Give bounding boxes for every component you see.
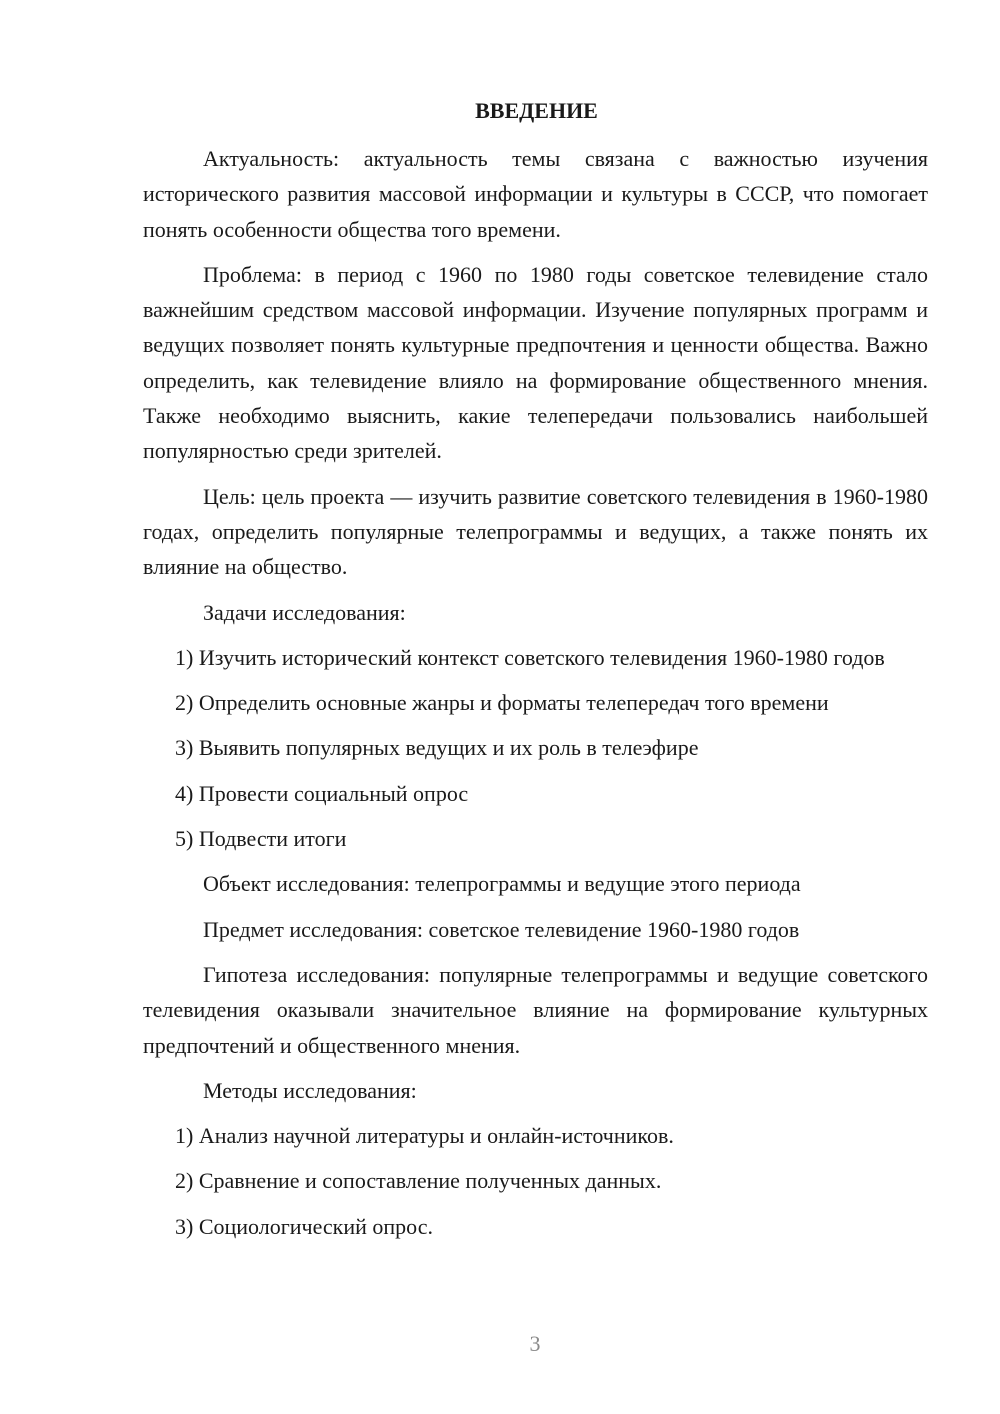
hypothesis-paragraph: Гипотеза исследования: популярные телепрограммы и ведущие советского телевидения оказывали значительное влияние на формирование культурных предпочтений и общественного мнения. xyxy=(143,961,928,1058)
relevance-paragraph: Актуальность: актуальность темы связана с важностью изучения исторического развития массовой информации и культуры в СССР, что помогает понять особенности общества того времени. xyxy=(143,146,928,242)
problem-paragraph: Проблема: в период с 1960 по 1980 годы советское телевидение стало важнейшим средством массовой информации. Изучение популярных программ и ведущих позволяет понять культурные предпочтения и ценности общества. Важно определить, как телевидение влияло на формирование общественного мнения. Также необходимо выяснить, какие телепередачи пользовались наибольшей популярностью среди зрителей. xyxy=(143,261,928,464)
task-item: 1) Изучить исторический контекст советского телевидения 1960-1980 годов xyxy=(175,644,885,670)
tasks-heading: Задачи исследования: xyxy=(203,599,406,625)
method-item: 2) Сравнение и сопоставление полученных данных. xyxy=(175,1168,662,1194)
methods-heading: Методы исследования: xyxy=(203,1077,417,1103)
document-page xyxy=(143,94,928,1254)
goal-paragraph: Цель: цель проекта — изучить развитие советского телевидения в 1960-1980 годах, определить популярные телепрограммы и ведущих, а также понять их влияние на общество. xyxy=(143,483,928,580)
page-number: 3 xyxy=(529,1331,541,1356)
object-paragraph: Объект исследования: телепрограммы и ведущие этого периода xyxy=(203,871,801,897)
task-item: 3) Выявить популярных ведущих и их роль в телеэфире xyxy=(175,735,699,761)
task-item: 2) Определить основные жанры и форматы телепередач того времени xyxy=(175,690,829,716)
method-item: 3) Социологический опрос. xyxy=(175,1213,433,1239)
method-item: 1) Анализ научной литературы и онлайн-источников. xyxy=(175,1123,674,1149)
task-item: 4) Провести социальный опрос xyxy=(175,780,469,806)
task-item: 5) Подвести итоги xyxy=(175,826,347,852)
document-title: ВВЕДЕНИЕ xyxy=(475,98,598,123)
subject-paragraph: Предмет исследования: советское телевидение 1960-1980 годов xyxy=(203,916,800,942)
